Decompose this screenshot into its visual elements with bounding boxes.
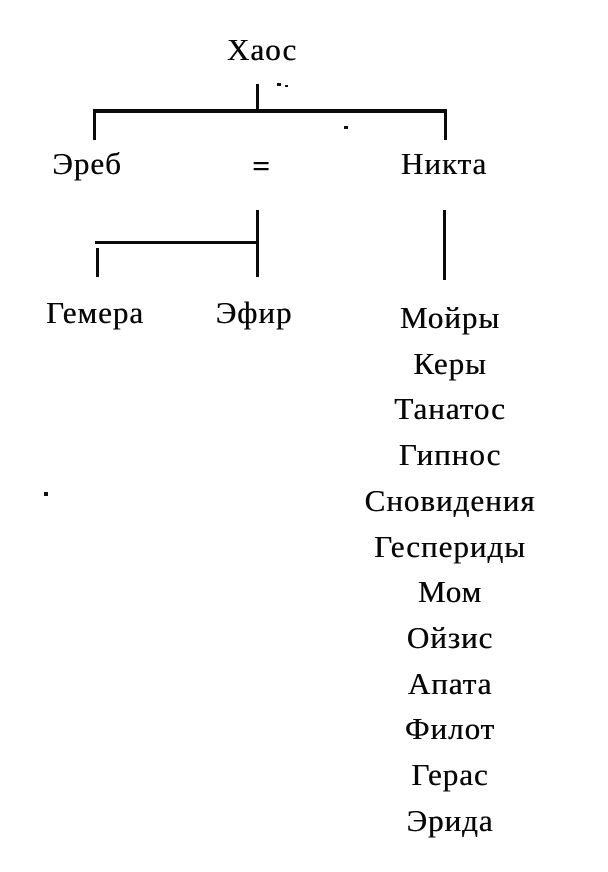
connector-mid-left-drop [96, 248, 99, 277]
list-item-hypnos: Гипнос [398, 437, 502, 473]
scan-speck [44, 492, 48, 496]
connector-top-right-drop [444, 109, 447, 140]
union-equals-sign: = [252, 148, 270, 183]
nyx-children-list [365, 295, 536, 843]
connector-nyx-stem [443, 210, 446, 280]
node-aether: Эфир [215, 295, 293, 330]
node-chaos: Хаос [226, 32, 298, 67]
scan-speck [277, 83, 281, 86]
list-item-eris: Эрида [406, 802, 494, 838]
list-item-hesperides: Геспериды [374, 528, 526, 564]
scan-speck [285, 85, 288, 87]
scan-speck [344, 126, 348, 129]
node-erebus: Эреб [52, 146, 122, 181]
node-hemera: Гемера [46, 295, 144, 330]
list-item-momus: Мом [417, 574, 483, 610]
list-item-geras: Герас [411, 757, 489, 793]
node-nikta: Никта [400, 146, 488, 181]
connector-top-left-drop [93, 109, 96, 140]
connector-top-horizontal [93, 109, 447, 113]
list-item-oizys: Ойзис [406, 619, 494, 655]
list-item-thanatos: Танатос [394, 391, 506, 427]
list-item-philotes: Филот [404, 711, 496, 747]
list-item-moirai: Мойры [399, 300, 501, 335]
list-item-dreams: Сновидения [364, 482, 536, 518]
connector-mid-horizontal [95, 241, 259, 244]
connector-chaos-stem [256, 84, 259, 112]
list-item-keres: Керы [413, 345, 487, 381]
list-item-apate: Апата [407, 665, 493, 701]
